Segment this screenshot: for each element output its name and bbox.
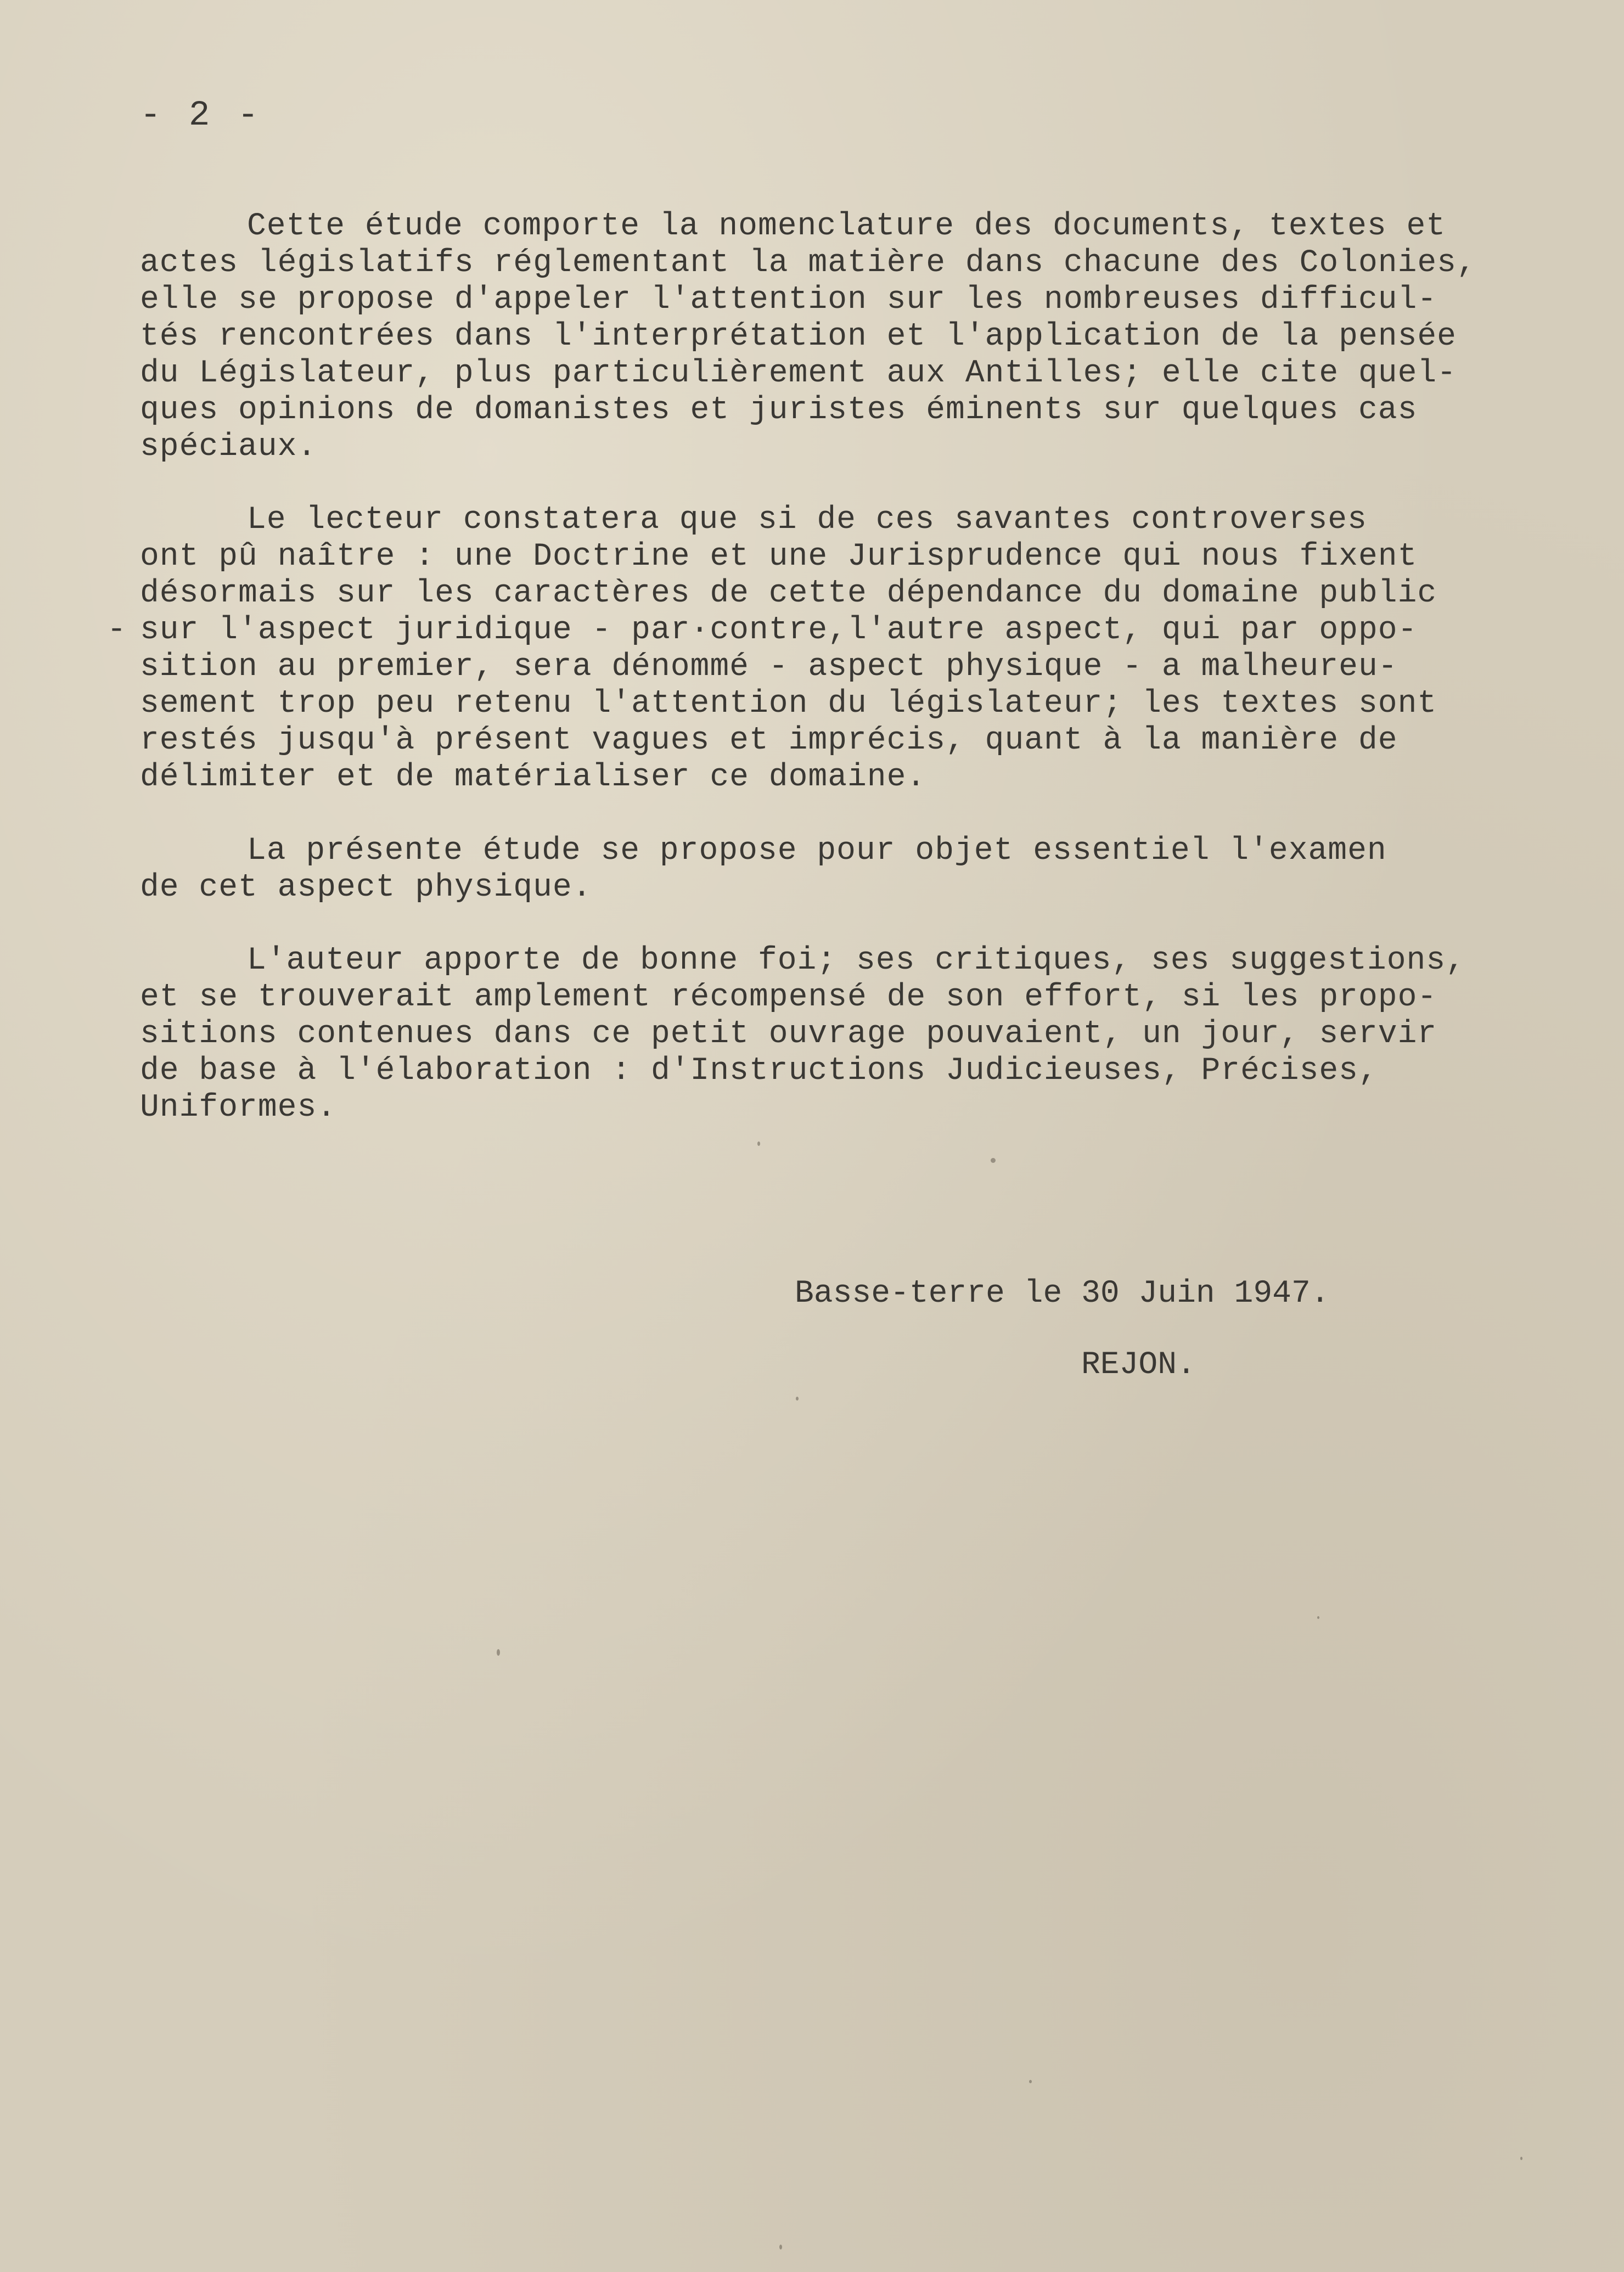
- text-line: et se trouverait amplement récompensé de son effort, si les propo-: [140, 980, 1437, 1015]
- text-line: restés jusqu'à présent vagues et imprécis, quant à la manière de: [140, 723, 1398, 758]
- text-line: tés rencontrées dans l'interprétation et l'application de la pensée: [140, 319, 1457, 355]
- text-line: du Législateur, plus particulièrement aux Antilles; elle cite quel-: [140, 356, 1457, 391]
- text-line: désormais sur les caractères de cette dépendance du domaine public: [140, 576, 1437, 611]
- text-line: délimiter et de matérialiser ce domaine.: [140, 760, 926, 795]
- text-line: Le lecteur constatera que si de ces savantes controverses: [247, 502, 1367, 538]
- text-line: La présente étude se propose pour objet essentiel l'examen: [247, 833, 1387, 869]
- paper-speck: [757, 1141, 760, 1146]
- paper-speck: [991, 1158, 996, 1163]
- margin-dash-mark: -: [107, 612, 126, 648]
- paper-speck: [1317, 1616, 1319, 1619]
- text-line: actes législatifs réglementant la matière dans chacune des Colonies,: [140, 245, 1476, 281]
- paper-speck: [1029, 2080, 1032, 2083]
- text-line: ont pû naître : une Doctrine et une Jurisprudence qui nous fixent: [140, 539, 1418, 575]
- text-line: ques opinions de domanistes et juristes éminents sur quelques cas: [140, 392, 1418, 428]
- text-line: L'auteur apporte de bonne foi; ses critiques, ses suggestions,: [247, 943, 1465, 978]
- text-line: Uniformes.: [140, 1090, 337, 1126]
- text-line: sur l'aspect juridique - par·contre,l'autre aspect, qui par oppo-: [140, 612, 1418, 648]
- paper-speck: [779, 2245, 782, 2249]
- text-line: sitions contenues dans ce petit ouvrage pouvaient, un jour, servir: [140, 1016, 1437, 1052]
- text-line: Cette étude comporte la nomenclature des documents, textes et: [247, 209, 1446, 244]
- paper-speck: [796, 1397, 799, 1401]
- signature: REJON.: [1081, 1347, 1196, 1383]
- text-line: de base à l'élaboration : d'Instructions Judicieuses, Précises,: [140, 1053, 1378, 1089]
- page-number: - 2 -: [140, 96, 262, 136]
- paper-speck: [1520, 2157, 1522, 2160]
- date-line: Basse-terre le 30 Juin 1947.: [795, 1276, 1330, 1312]
- text-line: spéciaux.: [140, 429, 317, 465]
- text-line: de cet aspect physique.: [140, 870, 592, 906]
- paper-speck: [497, 1649, 500, 1656]
- text-line: elle se propose d'appeler l'attention sur les nombreuses difficul-: [140, 282, 1437, 318]
- text-line: sement trop peu retenu l'attention du législateur; les textes sont: [140, 686, 1437, 722]
- text-line: sition au premier, sera dénommé - aspect physique - a malheureu-: [140, 649, 1398, 685]
